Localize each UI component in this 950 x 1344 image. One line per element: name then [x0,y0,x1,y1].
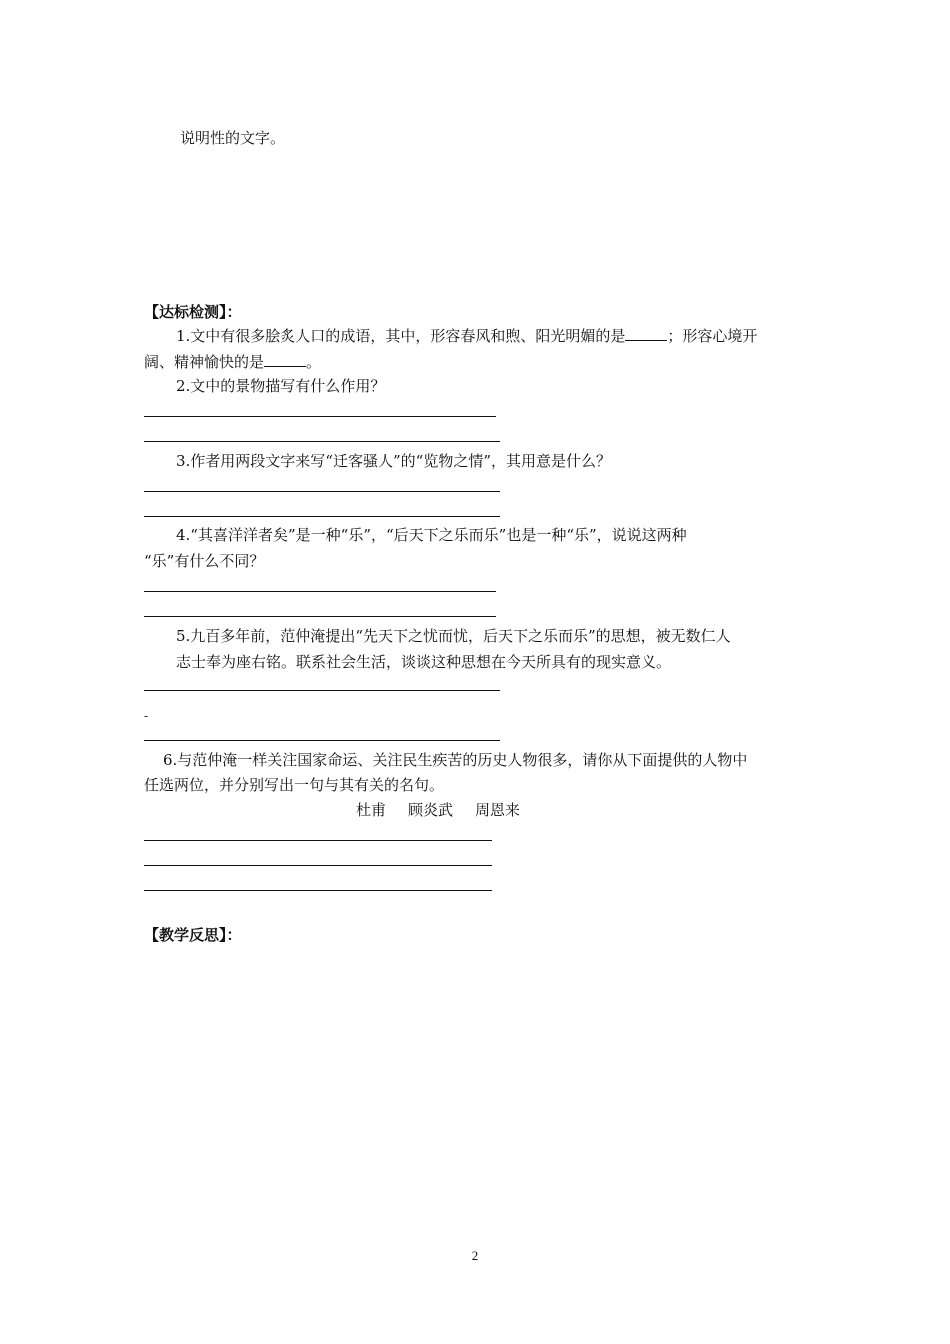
answer-blank-1[interactable] [625,340,667,341]
answer-line[interactable] [144,865,492,866]
question-6-line-1: 6.与范仲淹一样关注国家命运、关注民生疾苦的历史人物很多，请你从下面提供的人物中 [163,751,748,769]
section-heading-check: 【达标检测】： [144,303,242,321]
answer-line[interactable] [144,616,496,617]
question-4-line-1: 4.“其喜洋洋者矣”是一种“乐”，“后天下之乐而乐”也是一种“乐”，说说这两种 [176,526,687,544]
figure-name: 顾炎武 [408,801,454,819]
question-1-line-2 [144,352,321,372]
answer-blank-2[interactable] [264,366,306,367]
question-1-text-c: 阔、精神愉快的是 [144,353,265,371]
question-2: 2.文中的景物描写有什么作用？ [176,377,386,395]
question-1-text-a: 1.文中有很多脍炙人口的成语，其中，形容春风和煦、阳光明媚的是 [176,327,626,345]
answer-line[interactable] [144,890,492,891]
question-5-line-2: 志士奉为座右铭。联系社会生活，谈谈这种思想在今天所具有的现实意义。 [176,653,672,671]
answer-line[interactable] [144,690,500,691]
continuation-text: 说明性的文字。 [180,129,286,147]
question-6-line-2: 任选两位，并分别写出一句与其有关的名句。 [144,776,445,794]
answer-line[interactable] [144,840,492,841]
section-heading-reflection: 【教学反思】： [144,926,242,944]
question-1-text-d: 。 [306,353,322,371]
question-1-text-b: ；形容心境开 [667,327,758,345]
page-number: 2 [471,1248,479,1263]
question-4-line-2: “乐”有什么不同？ [144,552,265,570]
figure-name: 周恩来 [475,801,521,819]
answer-line[interactable] [144,591,496,592]
answer-line[interactable] [144,740,500,741]
question-5-line-1: 5.九百多年前，范仲淹提出“先天下之忧而忧，后天下之乐而乐”的思想，被无数仁人 [176,627,731,645]
answer-line[interactable] [144,516,500,517]
answer-line[interactable] [144,441,500,442]
stray-mark: - [144,709,149,723]
question-3: 3.作者用两段文字来写“迁客骚人”的“览物之情”，其用意是什么？ [176,452,611,470]
figure-name-list [356,800,542,820]
question-1-line-1 [176,326,757,346]
answer-line[interactable] [144,491,500,492]
figure-name: 杜甫 [356,801,387,819]
answer-line[interactable] [144,416,496,417]
